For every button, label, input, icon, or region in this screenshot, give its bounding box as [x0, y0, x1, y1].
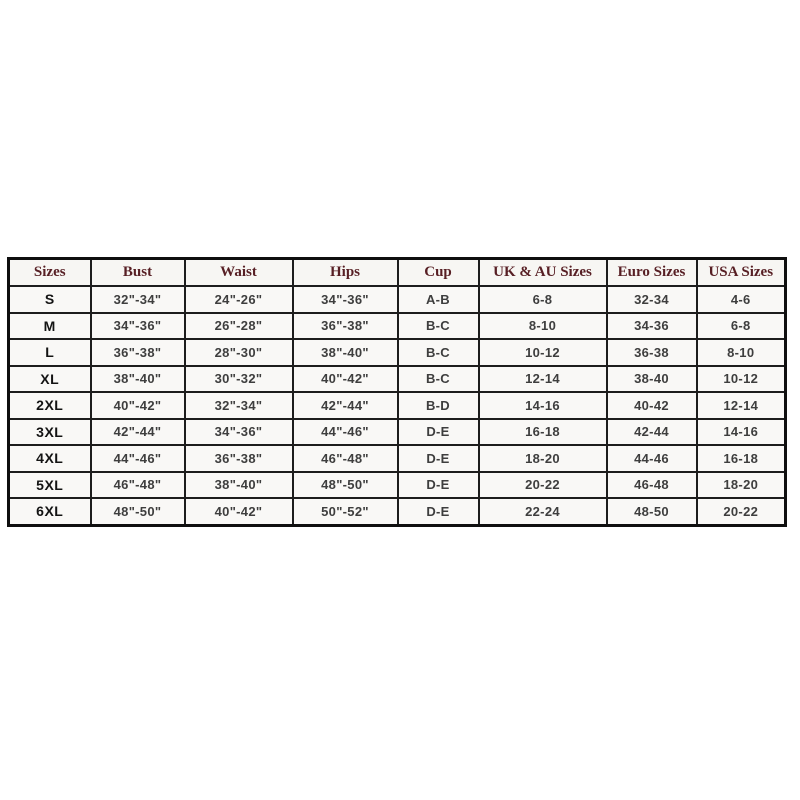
value-cell: 44-46 — [607, 445, 697, 472]
value-cell: 48"-50" — [293, 472, 398, 499]
value-cell: 38"-40" — [91, 366, 185, 393]
value-cell: 40"-42" — [293, 366, 398, 393]
value-cell: 48-50 — [607, 498, 697, 525]
size-label-cell: S — [9, 286, 91, 313]
value-cell: 30"-32" — [185, 366, 293, 393]
value-cell: 32"-34" — [185, 392, 293, 419]
value-cell: B-D — [398, 392, 479, 419]
value-cell: 12-14 — [479, 366, 607, 393]
value-cell: 44"-46" — [91, 445, 185, 472]
table-body — [9, 286, 786, 525]
header-row — [9, 259, 786, 287]
value-cell: 38-40 — [607, 366, 697, 393]
value-cell: 46"-48" — [293, 445, 398, 472]
size-label-cell: XL — [9, 366, 91, 393]
value-cell: 20-22 — [479, 472, 607, 499]
table-row — [9, 498, 786, 525]
value-cell: 36"-38" — [185, 445, 293, 472]
value-cell: 36-38 — [607, 339, 697, 366]
value-cell: 8-10 — [697, 339, 786, 366]
table-header — [9, 259, 786, 287]
value-cell: B-C — [398, 313, 479, 340]
value-cell: 20-22 — [697, 498, 786, 525]
value-cell: 48"-50" — [91, 498, 185, 525]
value-cell: 14-16 — [697, 419, 786, 446]
value-cell: 40"-42" — [185, 498, 293, 525]
value-cell: D-E — [398, 419, 479, 446]
value-cell: 34-36 — [607, 313, 697, 340]
col-header-waist: Waist — [185, 259, 293, 287]
size-label-cell: 6XL — [9, 498, 91, 525]
value-cell: 32-34 — [607, 286, 697, 313]
value-cell: D-E — [398, 472, 479, 499]
size-chart-table — [7, 257, 787, 527]
value-cell: 36"-38" — [293, 313, 398, 340]
value-cell: 44"-46" — [293, 419, 398, 446]
value-cell: 12-14 — [697, 392, 786, 419]
value-cell: 42"-44" — [293, 392, 398, 419]
col-header-sizes: Sizes — [9, 259, 91, 287]
col-header-hips: Hips — [293, 259, 398, 287]
value-cell: 6-8 — [697, 313, 786, 340]
value-cell: 22-24 — [479, 498, 607, 525]
value-cell: 32"-34" — [91, 286, 185, 313]
col-header-uk-au: UK & AU Sizes — [479, 259, 607, 287]
value-cell: 6-8 — [479, 286, 607, 313]
table-row — [9, 286, 786, 313]
table-row — [9, 313, 786, 340]
value-cell: 50"-52" — [293, 498, 398, 525]
value-cell: 16-18 — [479, 419, 607, 446]
value-cell: 8-10 — [479, 313, 607, 340]
size-label-cell: M — [9, 313, 91, 340]
size-label-cell: 3XL — [9, 419, 91, 446]
value-cell: 46-48 — [607, 472, 697, 499]
value-cell: 34"-36" — [293, 286, 398, 313]
size-label-cell: L — [9, 339, 91, 366]
value-cell: 34"-36" — [91, 313, 185, 340]
value-cell: 42-44 — [607, 419, 697, 446]
size-label-cell: 2XL — [9, 392, 91, 419]
value-cell: 10-12 — [697, 366, 786, 393]
value-cell: 46"-48" — [91, 472, 185, 499]
value-cell: B-C — [398, 339, 479, 366]
col-header-usa: USA Sizes — [697, 259, 786, 287]
value-cell: 10-12 — [479, 339, 607, 366]
value-cell: 16-18 — [697, 445, 786, 472]
value-cell: 4-6 — [697, 286, 786, 313]
value-cell: 40-42 — [607, 392, 697, 419]
value-cell: 34"-36" — [185, 419, 293, 446]
value-cell: A-B — [398, 286, 479, 313]
table-row — [9, 445, 786, 472]
col-header-euro: Euro Sizes — [607, 259, 697, 287]
value-cell: D-E — [398, 498, 479, 525]
value-cell: 18-20 — [697, 472, 786, 499]
value-cell: 40"-42" — [91, 392, 185, 419]
col-header-cup: Cup — [398, 259, 479, 287]
value-cell: 26"-28" — [185, 313, 293, 340]
value-cell: 24"-26" — [185, 286, 293, 313]
value-cell: D-E — [398, 445, 479, 472]
col-header-bust: Bust — [91, 259, 185, 287]
value-cell: 36"-38" — [91, 339, 185, 366]
value-cell: 14-16 — [479, 392, 607, 419]
table-row — [9, 339, 786, 366]
size-label-cell: 5XL — [9, 472, 91, 499]
table-row — [9, 366, 786, 393]
value-cell: 18-20 — [479, 445, 607, 472]
value-cell: B-C — [398, 366, 479, 393]
value-cell: 38"-40" — [185, 472, 293, 499]
value-cell: 38"-40" — [293, 339, 398, 366]
value-cell: 42"-44" — [91, 419, 185, 446]
table-row — [9, 472, 786, 499]
table-row — [9, 392, 786, 419]
value-cell: 28"-30" — [185, 339, 293, 366]
size-label-cell: 4XL — [9, 445, 91, 472]
table-row — [9, 419, 786, 446]
